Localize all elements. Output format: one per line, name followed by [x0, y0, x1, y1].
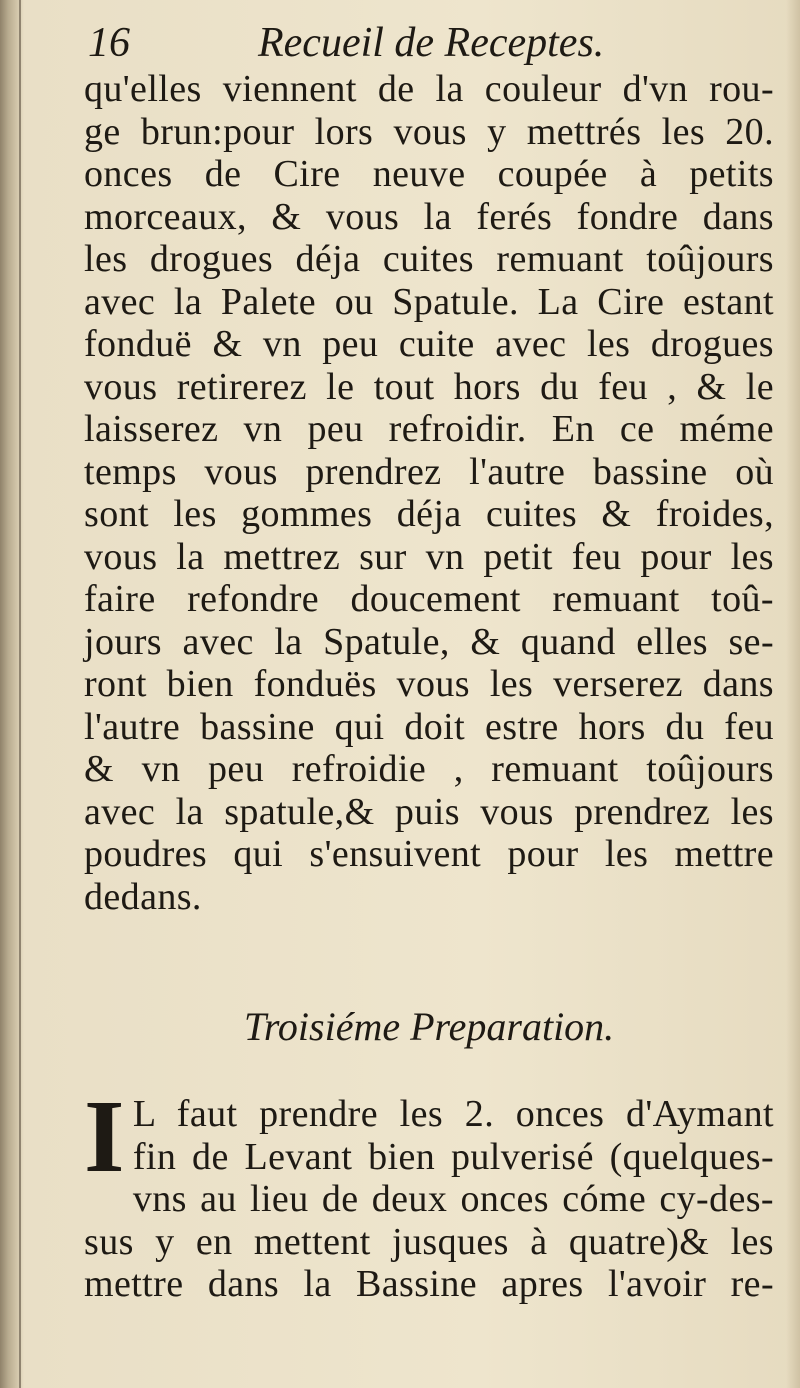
drop-cap: I: [84, 1079, 125, 1194]
text-line: faire refondre doucement remuant toû-: [84, 578, 774, 620]
text-line: sont les gommes déja cuites & froides,: [84, 493, 774, 535]
page-number: 16: [88, 20, 130, 66]
paragraph-1: [84, 68, 774, 918]
text-line: ge brun:pour lors vous y mettrés les 20.: [84, 110, 774, 153]
page-edge-shadow: [786, 0, 800, 1388]
running-title: Recueil de Receptes.: [258, 20, 605, 66]
running-head: [88, 18, 768, 68]
text-line: dedans.: [84, 875, 202, 918]
gutter-fold-line: [19, 0, 21, 1388]
text-line: ront bien fonduës vous les verserez dans: [84, 663, 774, 705]
text-line: les drogues déja cuites remuant toûjours: [84, 238, 774, 280]
text-line: laisserez vn peu refroidir. En ce méme: [84, 408, 774, 450]
text-line: qu'elles viennent de la couleur d'vn rou-: [84, 68, 774, 110]
text-line: vns au lieu de deux onces cóme cy-des-: [132, 1178, 774, 1220]
text-line: & vn peu refroidie , remuant toûjours: [84, 748, 774, 790]
text-line: poudres qui s'ensuivent pour les mettre: [84, 833, 774, 875]
text-line: morceaux, & vous la ferés fondre dans: [84, 195, 774, 238]
text-line: fin de Levant bien pulverisé (quelques-: [132, 1135, 774, 1178]
text-line: fonduë & vn peu cuite avec les drogues: [84, 323, 774, 365]
text-line: l'autre bassine qui doit estre hors du feu: [84, 705, 774, 748]
text-line: avec la Palete ou Spatule. La Cire estant: [84, 280, 774, 323]
text-line: vous la mettrez sur vn petit feu pour les: [84, 535, 774, 578]
text-line: onces de Cire neuve coupée à petits: [84, 153, 774, 195]
text-line: vous retirerez le tout hors du feu , & le: [84, 365, 774, 408]
section-title: Troisiéme Preparation.: [243, 1004, 615, 1049]
text-line: jours avec la Spatule, & quand elles se-: [84, 620, 774, 663]
text-line: avec la spatule,& puis vous prendrez les: [84, 790, 774, 833]
paragraph-2: [84, 1079, 774, 1306]
text-line: mettre dans la Bassine apres l'avoir re-: [84, 1263, 774, 1305]
text-line: L faut prendre les 2. onces d'Aymant: [132, 1093, 774, 1135]
text-line: sus y en mettent jusques à quatre)& les: [84, 1220, 774, 1263]
text-line: temps vous prendrez l'autre bassine où: [84, 450, 774, 493]
